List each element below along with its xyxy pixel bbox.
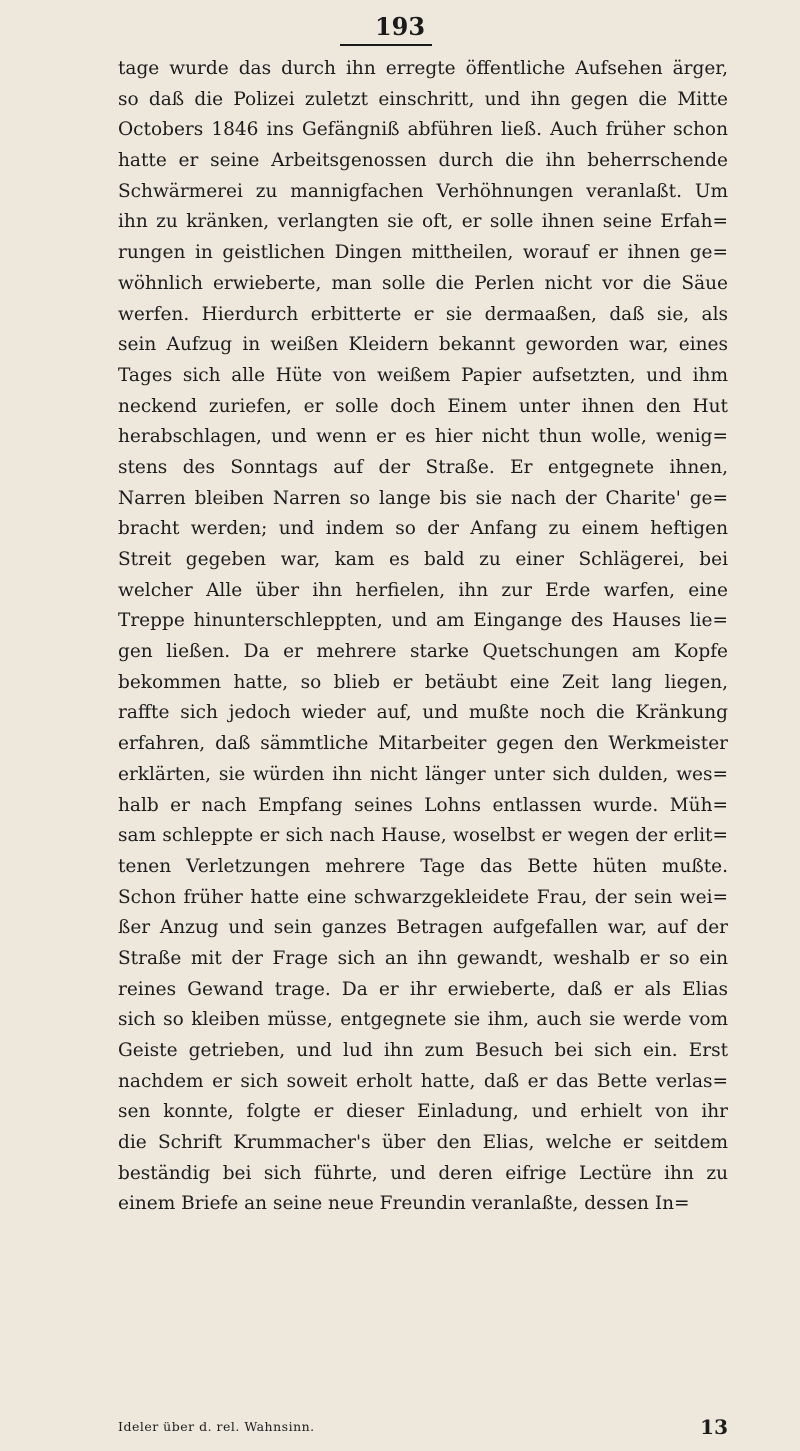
text-line: sen konnte, folgte er dieser Einladung, und erhielt von ihr — [118, 1101, 728, 1123]
text-line: werfen. Hierdurch erbitterte er sie dermaaßen, daß sie, als — [118, 303, 728, 325]
text-line: sich so kleiben müsse, entgegnete sie ihm, auch sie werde vom — [118, 1009, 728, 1031]
text-line: sein Aufzug in weißen Kleidern bekannt geworden war, eines — [118, 334, 728, 356]
text-line: hatte er seine Arbeitsgenossen durch die ihn beherrschende — [118, 150, 728, 172]
text-line: Geiste getrieben, und lud ihn zum Besuch bei sich ein. Erst — [118, 1040, 728, 1061]
text-line: rungen in geistlichen Dingen mittheilen, worauf er ihnen ge= — [118, 242, 728, 264]
text-line: tenen Verletzungen mehrere Tage das Bette hüten mußte. — [118, 855, 728, 877]
text-line: erfahren, daß sämmtliche Mitarbeiter gegen den Werkmeister — [118, 733, 728, 755]
page-number-rule — [340, 44, 432, 46]
text-line: wöhnlich erwieberte, man solle die Perlen nicht vor die Säue — [118, 272, 728, 294]
sheet-number: 13 — [700, 1415, 728, 1439]
text-line: Treppe hinunterschleppten, und am Eingange des Hauses lie= — [118, 610, 728, 632]
text-line: Straße mit der Frage sich an ihn gewandt, weshalb er so ein — [118, 947, 728, 969]
text-line: tage wurde das durch ihn erregte öffentliche Aufsehen ärger, — [118, 58, 728, 79]
text-line: bracht werden; und indem so der Anfang zu einem heftigen — [118, 518, 728, 540]
footer-signature: Ideler über d. rel. Wahnsinn. — [118, 1419, 315, 1434]
text-line: einem Briefe an seine neue Freundin veranlaßte, dessen In= — [118, 1193, 690, 1215]
text-line: Tages sich alle Hüte von weißem Papier aufsetzten, und ihm — [118, 364, 728, 386]
text-line: Schon früher hatte eine schwarzgekleidete Frau, der sein wei= — [118, 886, 728, 908]
page-number: 193 — [374, 12, 426, 41]
text-line: herabschlagen, und wenn er es hier nicht thun wolle, wenig= — [118, 426, 728, 448]
text-line: die Schrift Krummacher's über den Elias, welche er seitdem — [118, 1132, 728, 1154]
text-line: erklärten, sie würden ihn nicht länger unter sich dulden, wes= — [118, 763, 728, 785]
text-line: ßer Anzug und sein ganzes Betragen aufgefallen war, auf der — [118, 917, 728, 939]
text-line: neckend zuriefen, er solle doch Einem unter ihnen den Hut — [118, 395, 728, 417]
text-line: nachdem er sich soweit erholt hatte, daß er das Bette verlas= — [118, 1070, 728, 1092]
text-line: bekommen hatte, so blieb er betäubt eine Zeit lang liegen, — [118, 671, 728, 693]
text-line: stens des Sonntags auf der Straße. Er entgegnete ihnen, — [118, 456, 728, 478]
text-line: gen ließen. Da er mehrere starke Quetschungen am Kopfe — [118, 641, 728, 663]
page-footer — [118, 1415, 728, 1443]
text-line: Narren bleiben Narren so lange bis sie nach der Charite' ge= — [118, 487, 728, 509]
text-line: Streit gegeben war, kam es bald zu einer Schlägerei, bei — [118, 549, 728, 570]
body-text — [118, 54, 728, 1220]
text-line: beständig bei sich führte, und deren eifrige Lectüre ihn zu — [118, 1162, 728, 1184]
text-line: welcher Alle über ihn herfielen, ihn zur Erde warfen, eine — [118, 579, 728, 601]
text-line: raffte sich jedoch wieder auf, und mußte noch die Kränkung — [118, 702, 728, 724]
text-line: halb er nach Empfang seines Lohns entlassen wurde. Müh= — [118, 794, 728, 816]
text-line: Octobers 1846 ins Gefängniß abführen ließ. Auch früher schon — [118, 119, 728, 141]
text-line: reines Gewand trage. Da er ihr erwieberte, daß er als Elias — [118, 978, 728, 1000]
text-line: ihn zu kränken, verlangten sie oft, er solle ihnen seine Erfah= — [118, 211, 728, 233]
text-line: sam schleppte er sich nach Hause, woselbst er wegen der erlit= — [118, 825, 728, 847]
text-line: Schwärmerei zu mannigfachen Verhöhnungen veranlaßt. Um — [118, 180, 728, 202]
text-line: so daß die Polizei zuletzt einschritt, und ihn gegen die Mitte — [118, 88, 728, 110]
